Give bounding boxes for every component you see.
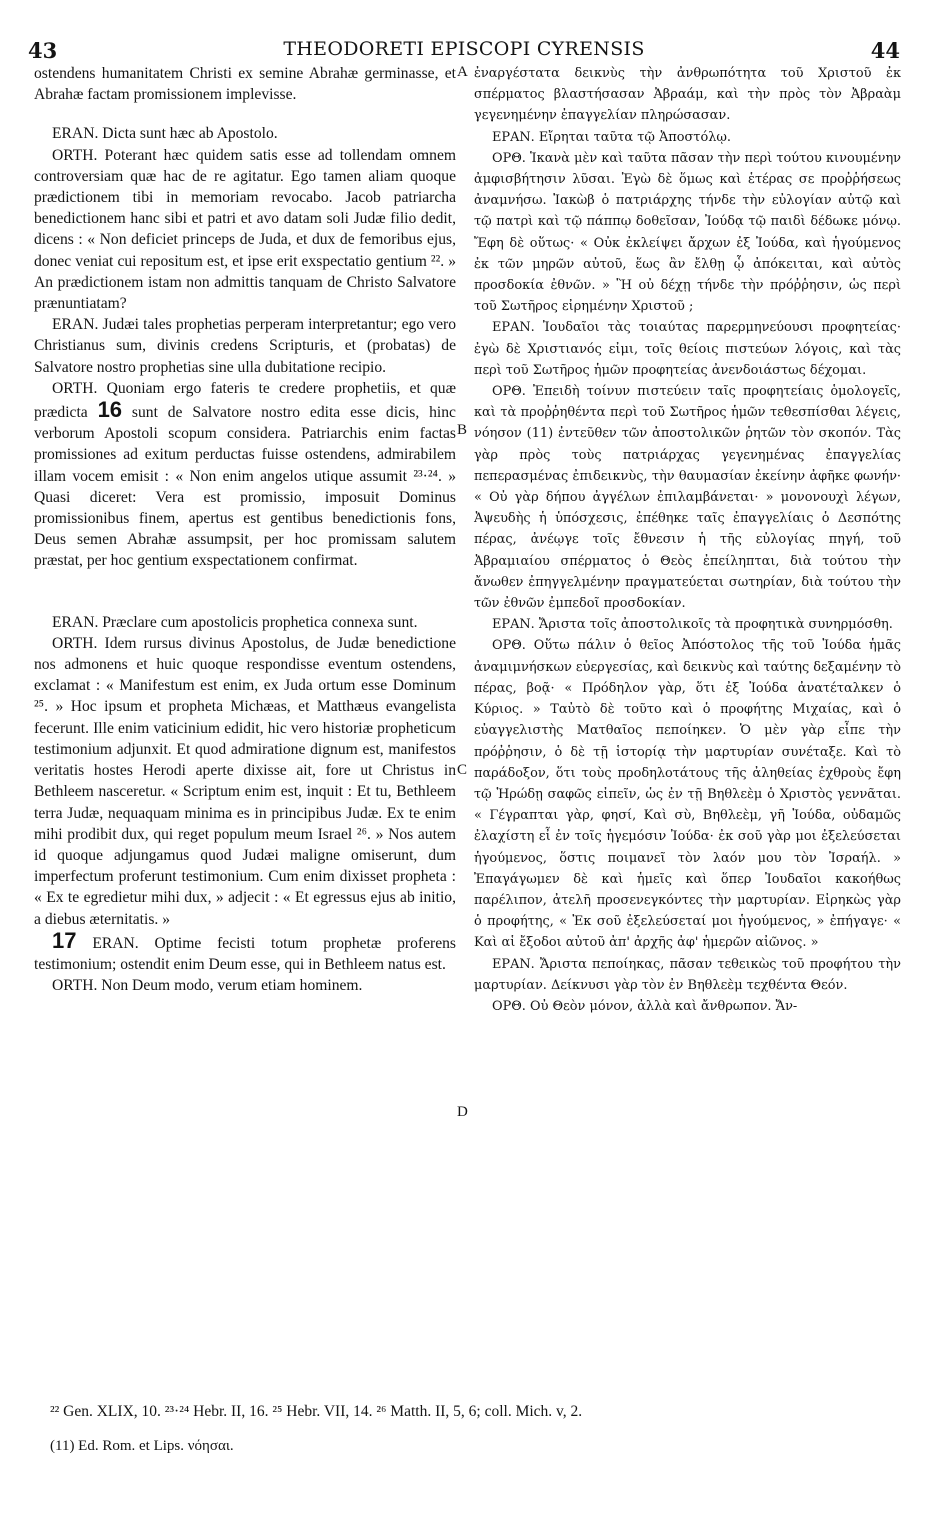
greek-paragraph: ΟΡΘ. Ἐπειδὴ τοίνυν πιστεύειν ταῖς προφητείαις ὁμολογεῖς, καὶ τὰ προῤῥηθέντα περὶ τοῦ Σωτῆρος ἡμῶν τεθεσπίσθαι λέγεις, νόησον (11) ἐντεῦθεν τῶν ἀποστολικῶν ῥητῶν τὸν σκοπόν. Τὰς γὰρ πρὸς τοὺς πατριάρχας γεγενημένας ἐπαγγελίας πεπερασμένας ἐπιδεικνὺς, τὴν θαυμασίαν ἐκείνην ἀφῆκε φωνήν· « Οὐ γὰρ δήπου ἀγγέλων ἐπιλαμβάνεται· » μονονουχὶ λέγων, Ἀψευδὴς ἡ ὑπόσχεσις, ἐπέθηκε ταῖς ἐπαγγελίαις ὁ Δεσπότης πέρας, ἀνέῳγε τοῖς ἔθνεσιν ἡ τῆς εὐλογίας πηγή, τοῦ Ἀβραμιαίου σπέρματος ὁ Θεὸς ἐπείληπται, διὰ τούτου τὴν ἄνωθεν ἐπηγγελμένην πραγματεύεται σωτηρίαν, διὰ τούτου τὴν τῶν ἐθνῶν ἐμπεδοῖ προσδοκίαν. [474, 384, 901, 612]
latin-text: ORTH. Quoniam ergo fateris te credere prophetiis, et quæ prædicta [34, 379, 456, 422]
footnotes [50, 1403, 910, 1421]
latin-paragraph: ERAN. Judæi tales prophetias perperam interpretantur; ego vero Christianus sum, divinis credens Scripturis, et (probatas) de Salvatore nostro prophetias sine ulla dubitatione recipio. [34, 316, 456, 376]
latin-paragraph [34, 927, 456, 975]
latin-paragraph: ERAN. Dicta sunt hæc ab Apostolo. [52, 125, 278, 143]
latin-text: ERAN. Optime fecisti totum prophetæ proferens testimonium; ostendit enim Deum esse, qui in Bethleem natus est. [34, 934, 456, 973]
column-number-16: 16 [97, 397, 123, 423]
column-number-17: 17 [52, 927, 77, 953]
latin-paragraph [34, 378, 456, 572]
page-number-right: 44 [870, 38, 900, 63]
margin-letter-d: D [457, 1104, 468, 1120]
footnote-references: ²² Gen. XLIX, 10. ²³·²⁴ Hebr. II, 16. ²⁵ Hebr. VII, 14. ²⁶ Matth. II, 5, 6; coll. Mich. v, 2. [50, 1403, 583, 1420]
latin-paragraph: ostendens humanitatem Christi ex semine Abrahæ germinasse, et Abrahæ factam promissionem implevisse. [34, 65, 456, 104]
footnote-variant: (11) Ed. Rom. et Lips. νόησαι. [50, 1438, 234, 1454]
latin-column [34, 63, 456, 996]
greek-paragraph: ΟΡΘ. Οὕτω πάλιν ὁ θεῖος Ἀπόστολος τῆς τοῦ Ἰούδα ἡμᾶς ἀναμιμνήσκων εὐεργεσίας, καὶ δεικνὺς καὶ ταύτης δεξαμένην τὸ πέρας, βοᾷ· « Πρόδηλον γὰρ, ὅτι ἐξ Ἰούδα ἀνατέταλκεν ὁ Κύριος. » Ταὐτὸ δὲ τοῦτο καὶ ὁ προφήτης Μιχαίας, καὶ ὁ εὐαγγελιστὴς Ματθαῖος πεποίηκεν. Ὁ μὲν γὰρ εἶπε τὴν πρόῤῥησιν, ὁ δὲ τῇ ἱστορίᾳ τὴν μαρτυρίαν συνέταξε. Καὶ τὸ παράδοξον, ὅτι τοὺς προδηλοτάτους τῆς ἀληθείας ἐχθροὺς ἔφη τῷ Ἡρώδῃ σαφῶς εἰπεῖν, ὡς ἐν τῇ Βηθλεὲμ ὁ Χριστὸς γεννᾶται. « Γέγραπται γὰρ, φησί, Καὶ σὺ, Βηθλεὲμ, γῆ Ἰούδα, οὐδαμῶς ἐλαχίστη εἶ ἐν τοῖς ἡγεμόσιν Ἰούδα· ἐκ σοῦ γὰρ μοι ἐξελεύσεται ἡγούμενος, ὅστις ποιμανεῖ τὸν λαόν μου τὸν Ἰσραήλ. » Ἐπαγάγωμεν δὲ καὶ ἡμεῖς καὶ ὅπερ Ἰουδαῖοι κακοήθως παρέλιπον, ἀτελῆ προσενεγκόντες τὴν μαρτυρίαν. Εἰρηκὼς γὰρ ὁ προφήτης, « Ἐκ σοῦ ἐξελεύσεταί μοι ἡγούμενος, » ἐπήγαγε· « Καὶ αἱ ἔξοδοι αὐτοῦ ἀπ' ἀρχῆς ἀφ' ἡμερῶν αἰῶνος. » [474, 638, 901, 951]
greek-paragraph: ΟΡΘ. Οὐ Θεὸν μόνον, ἀλλὰ καὶ ἄνθρωπον. Ἄν- [492, 998, 798, 1014]
latin-text: sunt de Salvatore nostro edita esse dicis, hinc verborum Apostoli scopum considera. Patriarchis enim factas promissiones ad exitum perductas fuisse ostendens, admirabilem illam vocem emisit : « Non enim angelos utique assumit ²³·²⁴. » Quasi diceret: Vera est promissio, imposuit Dominus promissionibus finem, apertus est gentibus benedictionis fons, Deus semen Abrahæ assumpsit, per hoc promissam salutem præstat, per hoc gentium exspectationem confirmat. [34, 404, 456, 570]
running-title: THEODORETI EPISCOPI CYRENSIS [283, 38, 645, 60]
margin-letter-a: A [457, 64, 468, 80]
latin-paragraph: ERAN. Præclare cum apostolicis prophetica connexa sunt. [52, 613, 418, 631]
greek-paragraph: ΕΡΑΝ. Ἄριστα πεποίηκας, πᾶσαν τεθεικὼς τοῦ προφήτου τὴν μαρτυρίαν. Δείκνυσι γὰρ τὸν ἐν Βηθλεὲμ τεχθέντα Θεόν. [474, 956, 901, 993]
greek-paragraph: ΕΡΑΝ. Εἴρηται ταῦτα τῷ Ἀποστόλῳ. [492, 129, 731, 145]
latin-paragraph: ORTH. Non Deum modo, verum etiam hominem. [52, 977, 363, 995]
greek-paragraph: ΕΡΑΝ. Ἰουδαῖοι τὰς τοιαύτας παρερμηνεύουσι προφητείας· ἐγὼ δὲ Χριστιανός εἰμι, τοῖς θείοις πιστεύων λόγοις, καὶ τὰς περὶ τοῦ Σωτῆρος ἡμῶν προφητείας ἀνενδοιάστως δέχομαι. [474, 320, 901, 378]
greek-column [474, 63, 901, 1017]
page-number-left: 43 [28, 38, 58, 63]
margin-letter-b: B [457, 422, 468, 438]
greek-paragraph: ΟΡΘ. Ἱκανὰ μὲν καὶ ταῦτα πᾶσαν τὴν περὶ τούτου κινουμένην ἀμφισβήτησιν λῦσαι. Ἐγὼ δὲ ὅμως καὶ ἑτέρας σε προῤῥήσεως ἀναμνήσω. Ἰακὼβ ὁ πατριάρχης τήνδε τὴν εὐλογίαν αὐτῷ καὶ τῷ πατρὶ καὶ τῷ πάππῳ δοθεῖσαν, Ἰούδᾳ τῷ παιδὶ δέδωκε μόνῳ. Ἔφη δὲ οὕτως· « Οὐκ ἐκλείψει ἄρχων ἐξ Ἰούδα, καὶ ἡγούμενος ἐκ τῶν μηρῶν αὐτοῦ, ἕως ἂν ἔλθῃ ᾧ ἀπόκειται, καὶ αὐτὸς προσδοκία ἐθνῶν. » Ἢ οὐ δέχῃ τήνδε τὴν πρόῤῥησιν, ὡς περὶ τοῦ Σωτῆρος εἰρημένην Χριστοῦ ; [474, 150, 901, 315]
latin-paragraph: ORTH. Poterant hæc quidem satis esse ad tollendam omnem controversiam quæ hac de re agitatur. Ego tamen aliam quoque prædictionem tibi in memoriam revocabo. Jacob patriarcha benedictionem hanc sibi et patri et avo datam soli Judæ filio dedit, dicens : « Non deficiet princeps de Juda, et dux de femoribus ejus, donec veniat cui repositum est, et ipse erit exspectatio gentium ²². » An prædictionem istam non admittis tanquam de Christo Salvatore prænuntiatam? [34, 146, 456, 313]
greek-paragraph: ΕΡΑΝ. Ἄριστα τοῖς ἀποστολικοῖς τὰ προφητικὰ συνηρμόσθη. [492, 617, 893, 633]
latin-paragraph: ORTH. Idem rursus divinus Apostolus, de Judæ benedictione nos admonens et huic quoque respondisse eventum ostendens, exclamat : « Manifestum est enim, ex Juda ortum esse Dominum ²⁵. » Hoc ipsum et propheta Michæas, et Matthæus evangelista fecerunt. Ille enim vaticinium edidit, hic vero historiæ propheticum testimonium adjunxit. Et quod admiratione dignum est, manifestos veritatis hostes Herodi aperte dixisse ait, fore ut Christus in Bethleem nasceretur. « Scriptum enim est, inquit : Et tu, Bethleem terra Judæ, nequaquam minima es in principibus Judæ. Ex te enim mihi prodibit dux, qui reget populum meum Israel ²⁶. » Nos autem id quoque adjungamus quod Judæi maligne omiserunt, dum imperfectum proferunt testimonium. Cum enim dixisset propheta : « Ex te egredietur mihi dux, » adjecit : « Et egressus ejus ab initio, a diebus æternitatis. » [34, 634, 456, 928]
greek-paragraph: ἐναργέστατα δεικνὺς τὴν ἀνθρωπότητα τοῦ Χριστοῦ ἐκ σπέρματος βλαστήσασαν Ἀβραάμ, καὶ τὴν πρὸς τὸν Ἀβραὰμ γεγενημένην ἐπαγγελίαν πληρώσασαν. [474, 66, 901, 124]
margin-letter-c: C [457, 762, 468, 778]
